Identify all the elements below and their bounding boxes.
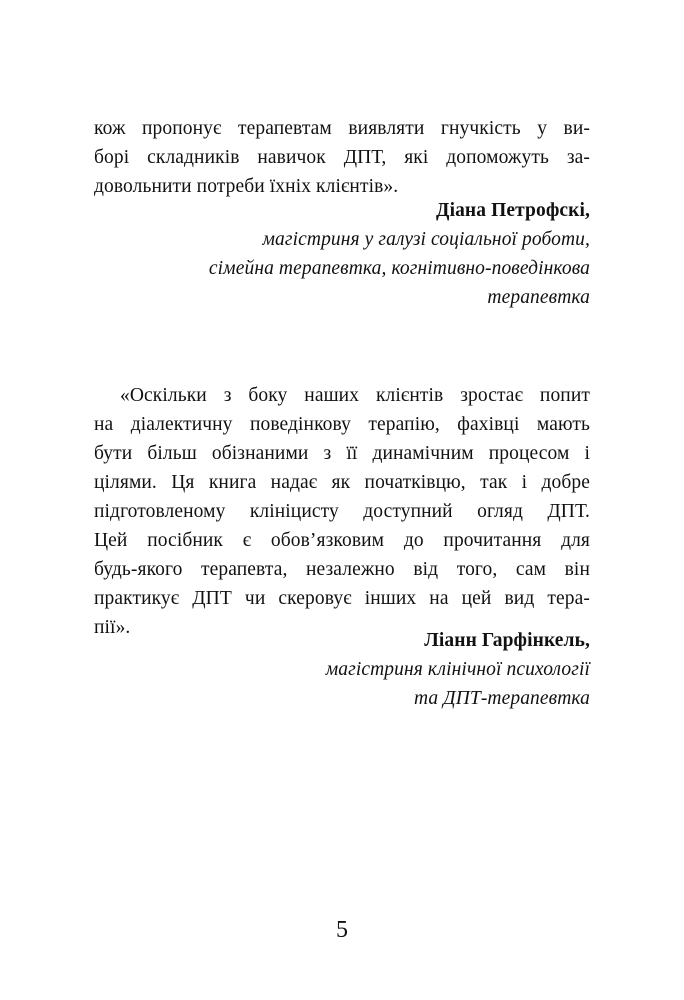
author-title-line: терапевтка bbox=[487, 287, 590, 308]
quote-continuation bbox=[94, 114, 590, 201]
quote-line: на діалектичну поведінкову терапію, фахівці мають bbox=[94, 414, 590, 435]
quote-garfinkel bbox=[94, 381, 590, 642]
quote-line: будь-якого терапевта, незалежно від того, сам він bbox=[94, 559, 590, 580]
quote-line: «Оскільки з боку наших клієнтів зростає попит bbox=[120, 385, 590, 406]
page-number: 5 bbox=[336, 917, 348, 943]
quote-line: практикує ДПТ чи скеровує інших на цей вид тера- bbox=[94, 588, 590, 609]
author-title-line: магістриня клінічної психології bbox=[325, 659, 590, 680]
quote-line: підготовленому клініцисту доступний огляд ДПТ. bbox=[94, 501, 590, 522]
quote-line: бути більш обізнаними з її динамічним процесом і bbox=[94, 443, 590, 464]
quote-line: пії». bbox=[94, 617, 131, 638]
author-title-line: сімейна терапевтка, когнітивно-поведінкова bbox=[208, 258, 590, 279]
author-title-line: та ДПТ-терапевтка bbox=[413, 688, 590, 709]
quote-line: Цей посібник є обов’язковим до прочитання для bbox=[94, 530, 590, 551]
author-name: Діана Петрофскі, bbox=[436, 200, 590, 221]
quote-line: борі складників навичок ДПТ, які допоможуть за- bbox=[94, 147, 590, 168]
quote-line: кож пропонує терапевтам виявляти гнучкість у ви- bbox=[94, 118, 590, 139]
author-title-line: магістриня у галузі соціальної роботи, bbox=[262, 229, 590, 250]
quote-line: цілями. Ця книга надає як початківцю, так і добре bbox=[94, 472, 590, 493]
quote-line: довольнити потреби їхніх клієнтів». bbox=[94, 176, 399, 197]
attribution-petrofski bbox=[94, 196, 590, 312]
attribution-garfinkel bbox=[94, 626, 590, 713]
author-name: Ліанн Гарфінкель, bbox=[424, 630, 590, 651]
